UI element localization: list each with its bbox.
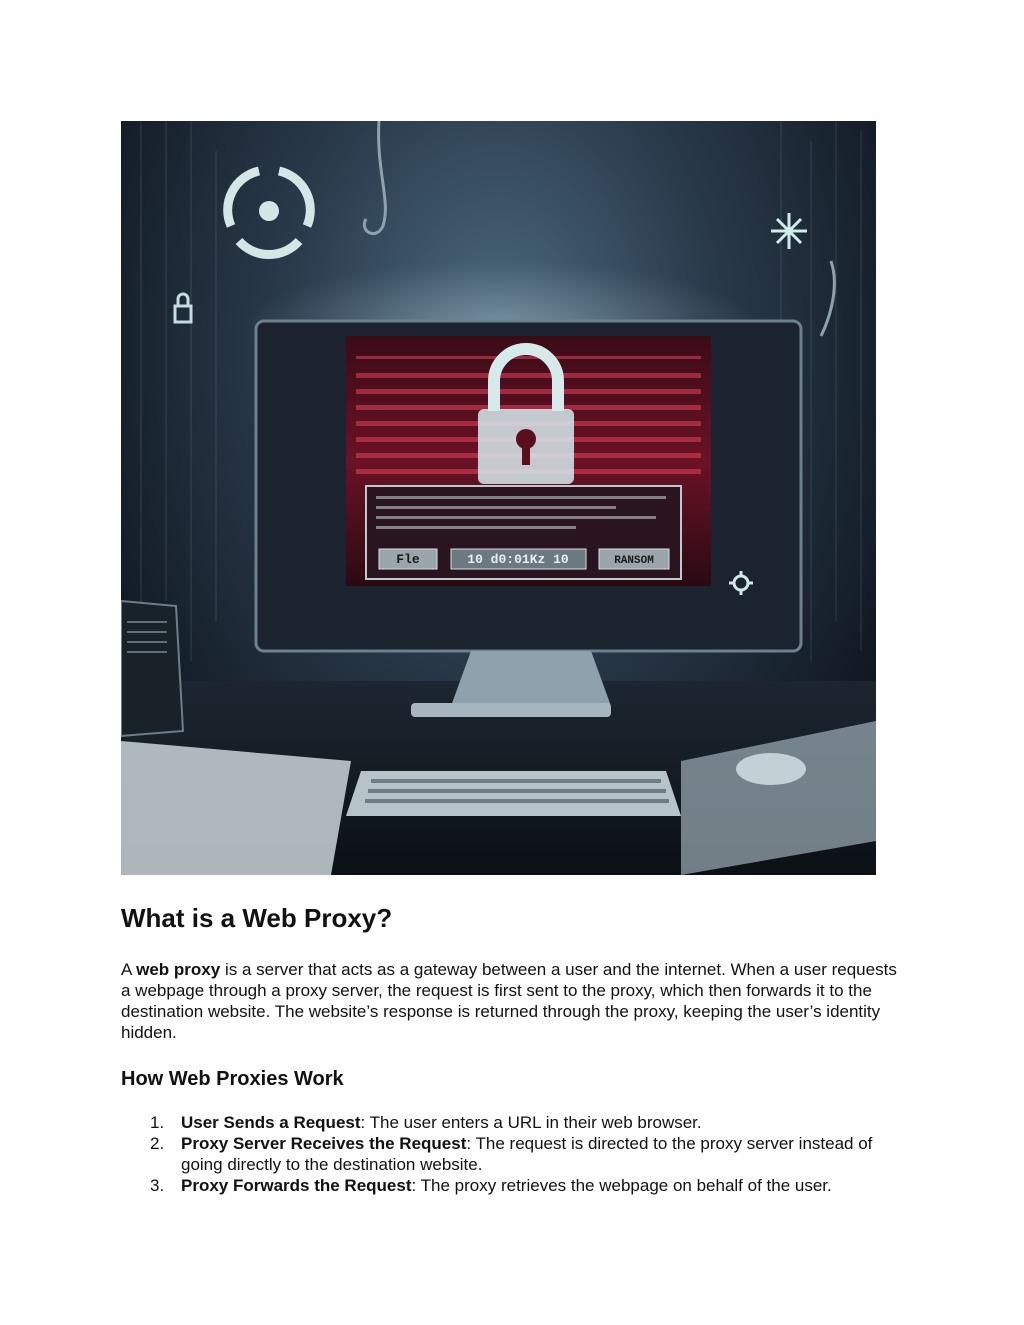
list-item-text: : The request is directed to the proxy server instead of going directly to the destination website. <box>181 1134 873 1174</box>
small-lock-icon <box>175 294 191 322</box>
list-number: 2. <box>150 1134 165 1153</box>
list-item-text: : The user enters a URL in their web browser. <box>360 1113 702 1132</box>
screen-button-file-label: Fle <box>396 552 420 567</box>
list-number: 1. <box>150 1113 165 1132</box>
list-item-text: : The proxy retrieves the webpage on behalf of the user. <box>411 1176 832 1195</box>
section-heading: How Web Proxies Work <box>121 1068 344 1090</box>
papers-left <box>121 741 351 875</box>
biohazard-icon <box>228 171 311 255</box>
ransomware-illustration <box>121 121 876 875</box>
intro-bold-term: web proxy <box>136 960 221 979</box>
page-title: What is a Web Proxy? <box>121 903 393 933</box>
list-item-title: User Sends a Request <box>181 1113 361 1132</box>
intro-prefix: A <box>121 960 137 979</box>
list-item-title: Proxy Forwards the Request <box>181 1176 412 1195</box>
keyboard <box>346 771 681 816</box>
list-item <box>121 1133 911 1175</box>
mouse <box>736 753 806 785</box>
screen-button-ransom-label: RANSOM <box>614 555 654 567</box>
hook-icon <box>364 121 385 234</box>
steps-list <box>121 1112 911 1196</box>
list-item-title: Proxy Server Receives the Request <box>181 1134 467 1153</box>
monitor-stand <box>451 651 611 706</box>
screen-timer-label: 10 d0:01Kz 10 <box>467 552 569 567</box>
intro-text: is a server that acts as a gateway between a user and the internet. When a user requests a webpage through a proxy server, the request is first sent to the proxy, which then forwards it to the destination website. The website’s response is returned through the proxy, keeping the user’s identity hidden. <box>121 960 897 1042</box>
list-item <box>121 1175 911 1196</box>
intro-paragraph <box>121 959 901 1043</box>
sparkle-icon <box>771 213 807 249</box>
list-item <box>121 1112 911 1133</box>
list-number: 3. <box>150 1176 165 1195</box>
hero-image <box>121 121 876 875</box>
